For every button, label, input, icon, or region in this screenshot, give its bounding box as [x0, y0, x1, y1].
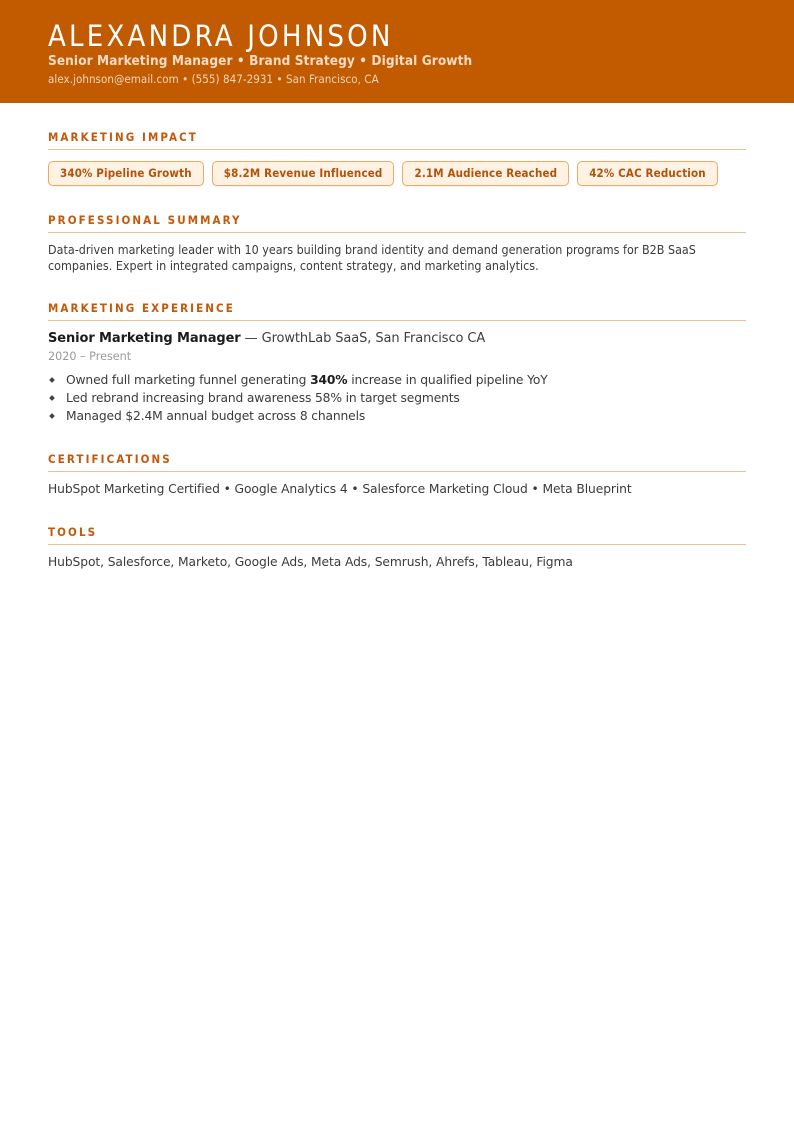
experience-entry: [48, 330, 746, 425]
status-badge: 2.1M Audience Reached: [402, 161, 569, 186]
certifications-text: HubSpot Marketing Certified • Google Analytics 4 • Salesforce Marketing Cloud • Meta Blueprint: [48, 482, 632, 496]
section-marketing-experience: [48, 274, 746, 425]
resume-body: [0, 103, 794, 571]
section-certifications: [48, 425, 746, 498]
status-badge: 340% Pipeline Growth: [48, 161, 204, 186]
impact-badge-list: [48, 150, 746, 186]
status-badge: 42% CAC Reduction: [577, 161, 718, 186]
tools-text: HubSpot, Salesforce, Marketo, Google Ads, Meta Ads, Semrush, Ahrefs, Tableau, Figma: [48, 555, 573, 569]
list-item: [48, 407, 746, 425]
bullet-text-before: Led rebrand increasing brand awareness 58% in target segments: [66, 391, 460, 405]
page-title: ALEXANDRA JOHNSON: [48, 19, 394, 53]
job-company-location: — GrowthLab SaaS, San Francisco CA: [244, 331, 486, 346]
section-heading-summary: PROFESSIONAL SUMMARY: [48, 186, 746, 233]
bullet-diamond-icon: [49, 377, 55, 383]
section-heading-tools: TOOLS: [48, 498, 746, 545]
section-professional-summary: [48, 186, 746, 274]
status-badge: $8.2M Revenue Influenced: [212, 161, 395, 186]
job-title: Senior Marketing Manager: [48, 331, 241, 346]
section-heading-certifications: CERTIFICATIONS: [48, 425, 746, 472]
bullet-text-before: Owned full marketing funnel generating: [66, 373, 311, 387]
bullet-text-highlight: 340%: [310, 373, 348, 387]
section-heading-experience: MARKETING EXPERIENCE: [48, 274, 746, 321]
bullet-diamond-icon: [49, 395, 55, 401]
summary-text: Data-driven marketing leader with 10 years building brand identity and demand generation programs for B2B SaaS companies. Expert in integrated campaigns, content strategy, and marketing analytics.: [48, 242, 696, 273]
bullet-diamond-icon: [49, 413, 55, 419]
section-marketing-impact: [48, 103, 746, 186]
resume-header: [0, 0, 794, 103]
bullet-text-before: Managed $2.4M annual budget across 8 channels: [66, 409, 366, 423]
header-tagline: Senior Marketing Manager • Brand Strategy • Digital Growth: [48, 53, 473, 69]
job-bullet-list: [48, 371, 746, 425]
job-headline: [48, 330, 746, 347]
section-heading-impact: MARKETING IMPACT: [48, 103, 746, 150]
section-tools: [48, 498, 746, 571]
bullet-text-after: increase in qualified pipeline YoY: [347, 373, 548, 387]
list-item: [48, 389, 746, 407]
job-dates: 2020 – Present: [48, 350, 132, 363]
list-item: [48, 371, 746, 389]
contact-line: alex.johnson@email.com • (555) 847-2931 • San Francisco, CA: [48, 72, 379, 86]
